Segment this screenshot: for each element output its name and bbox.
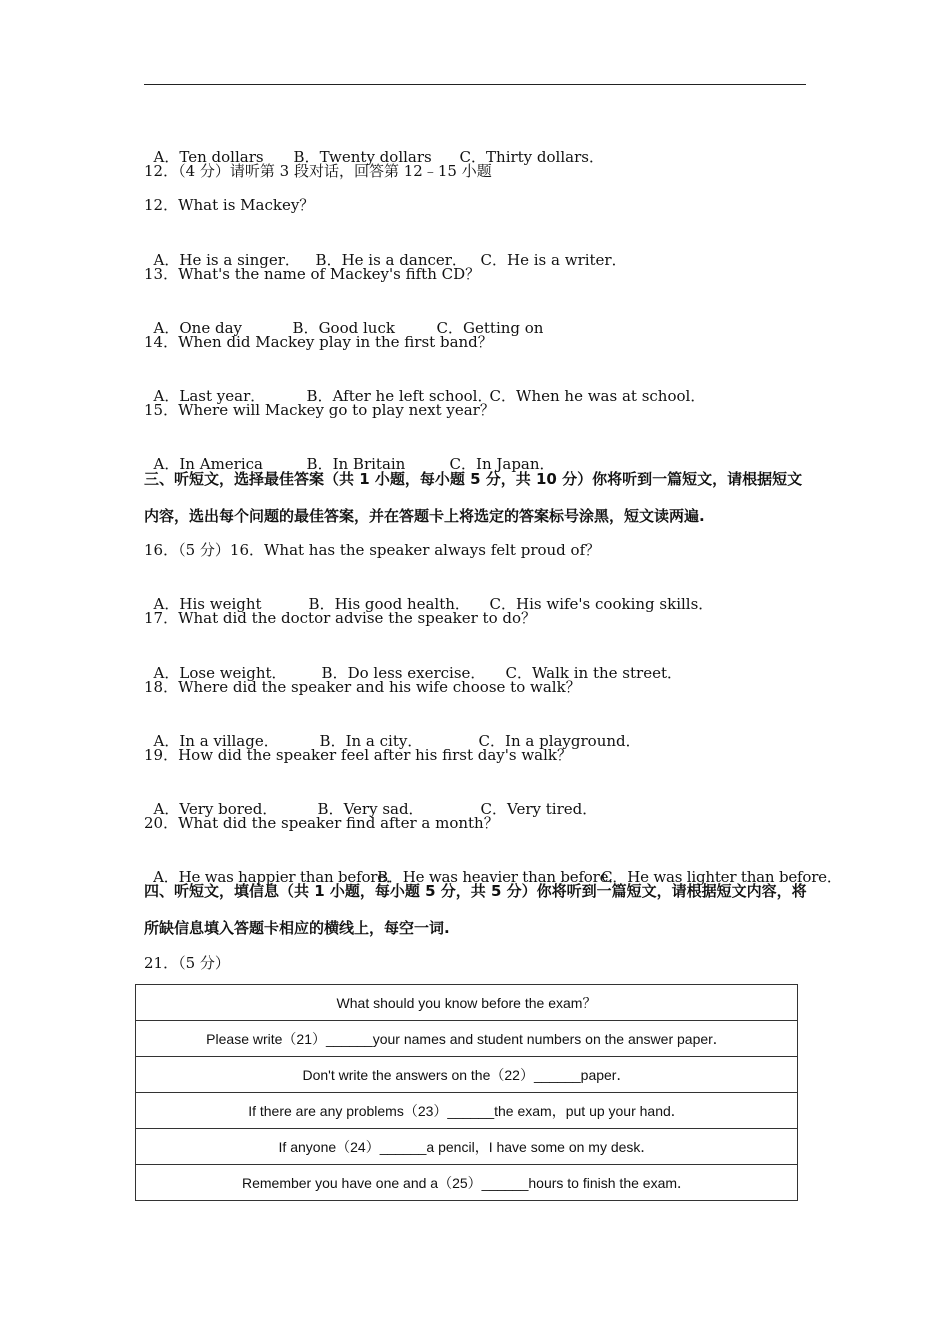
options — [144, 434, 555, 474]
option: B．Do less exercise． — [321, 664, 486, 682]
question: 19．How did the speaker feel after his first day's walk？ — [144, 746, 573, 764]
option: B．In a city． — [319, 732, 423, 750]
table-row — [136, 1165, 798, 1201]
option: B．He is a dancer． — [315, 251, 467, 269]
option: A．One day — [153, 319, 243, 337]
option: B．His good health． — [308, 595, 470, 613]
option: B．Twenty dollars — [293, 148, 432, 166]
option: C．His wife's cooking skills． — [489, 595, 714, 613]
q21-label: 21．（5 分） — [144, 954, 230, 972]
option: B．Good luck — [292, 319, 395, 337]
option: B．He was heavier than before． — [377, 868, 624, 886]
table-row — [136, 1057, 798, 1093]
fill-in-table — [135, 984, 798, 1201]
option: C．When he was at school． — [489, 387, 706, 405]
option: A．He was happier than before． — [153, 868, 401, 886]
option: C．Very tired． — [480, 800, 598, 818]
table-cell: Please write（21）______your names and student numbers on the answer paper． — [136, 1021, 798, 1057]
table-cell: What should you know before the exam？ — [136, 985, 798, 1021]
option: A．Very bored． — [153, 800, 278, 818]
table-cell: Remember you have one and a（25）______hours to finish the exam． — [136, 1165, 798, 1201]
option: B．In Britain — [306, 455, 406, 473]
option: A．In America — [153, 455, 263, 473]
option: B．After he left school． — [306, 387, 493, 405]
table-cell: If anyone（24）______a pencil，I have some on my desk． — [136, 1129, 798, 1165]
section-3-heading: 三、听短文，选择最佳答案（共 1 小题，每小题 5 分，共 10 分）你将听到一篇短文，请根据短文 — [144, 470, 803, 488]
section-3-heading-cont: 内容，选出每个问题的最佳答案，并在答题卡上将选定的答案标号涂黑，短文读两遍. — [144, 507, 705, 525]
option: B．Very sad． — [317, 800, 424, 818]
option: A．Lose weight． — [153, 664, 287, 682]
table-row — [136, 1093, 798, 1129]
table-cell: If there are any problems（23）______the exam，put up your hand． — [136, 1093, 798, 1129]
option: C．Getting on — [436, 319, 544, 337]
table-row — [136, 1129, 798, 1165]
q12-intro: 12．（4 分）请听第 3 段对话，回答第 12﹣15 小题 — [144, 162, 492, 180]
option: A．He is a singer． — [153, 251, 300, 269]
option: C．He was lighter than before． — [601, 868, 842, 886]
option: C．He is a writer． — [480, 251, 627, 269]
table-cell: Don't write the answers on the（22）______paper． — [136, 1057, 798, 1093]
section-4-heading: 四、听短文，填信息（共 1 小题，每小题 5 分，共 5 分）你将听到一篇短文，请根据短文内容，将 — [144, 882, 807, 900]
question: 14．When did Mackey play in the first band？ — [144, 333, 493, 351]
question: 12．What is Mackey？ — [144, 196, 315, 214]
option: C．Walk in the street． — [505, 664, 682, 682]
question: 17．What did the doctor advise the speaker to do？ — [144, 609, 537, 627]
question: 15．Where will Mackey go to play next year？ — [144, 401, 495, 419]
option: C．Thirty dollars． — [459, 148, 604, 166]
option: A．Last year． — [153, 387, 266, 405]
question: 18．Where did the speaker and his wife choose to walk？ — [144, 678, 581, 696]
option: A．Ten dollars — [153, 148, 264, 166]
question: 20．What did the speaker find after a month？ — [144, 814, 499, 832]
table-row — [136, 1021, 798, 1057]
section-4-heading-cont: 所缺信息填入答题卡相应的横线上，每空一词. — [144, 919, 450, 937]
table-row — [136, 985, 798, 1021]
question: 16．（5 分）16．What has the speaker always felt proud of？ — [144, 541, 601, 559]
option: A．In a village． — [153, 732, 279, 750]
option: C．In Japan． — [449, 455, 555, 473]
option: C．In a playground． — [478, 732, 641, 750]
question: 13．What's the name of Mackey's fifth CD？ — [144, 265, 481, 283]
option: A．His weight — [153, 595, 262, 613]
header-rule — [144, 84, 806, 85]
